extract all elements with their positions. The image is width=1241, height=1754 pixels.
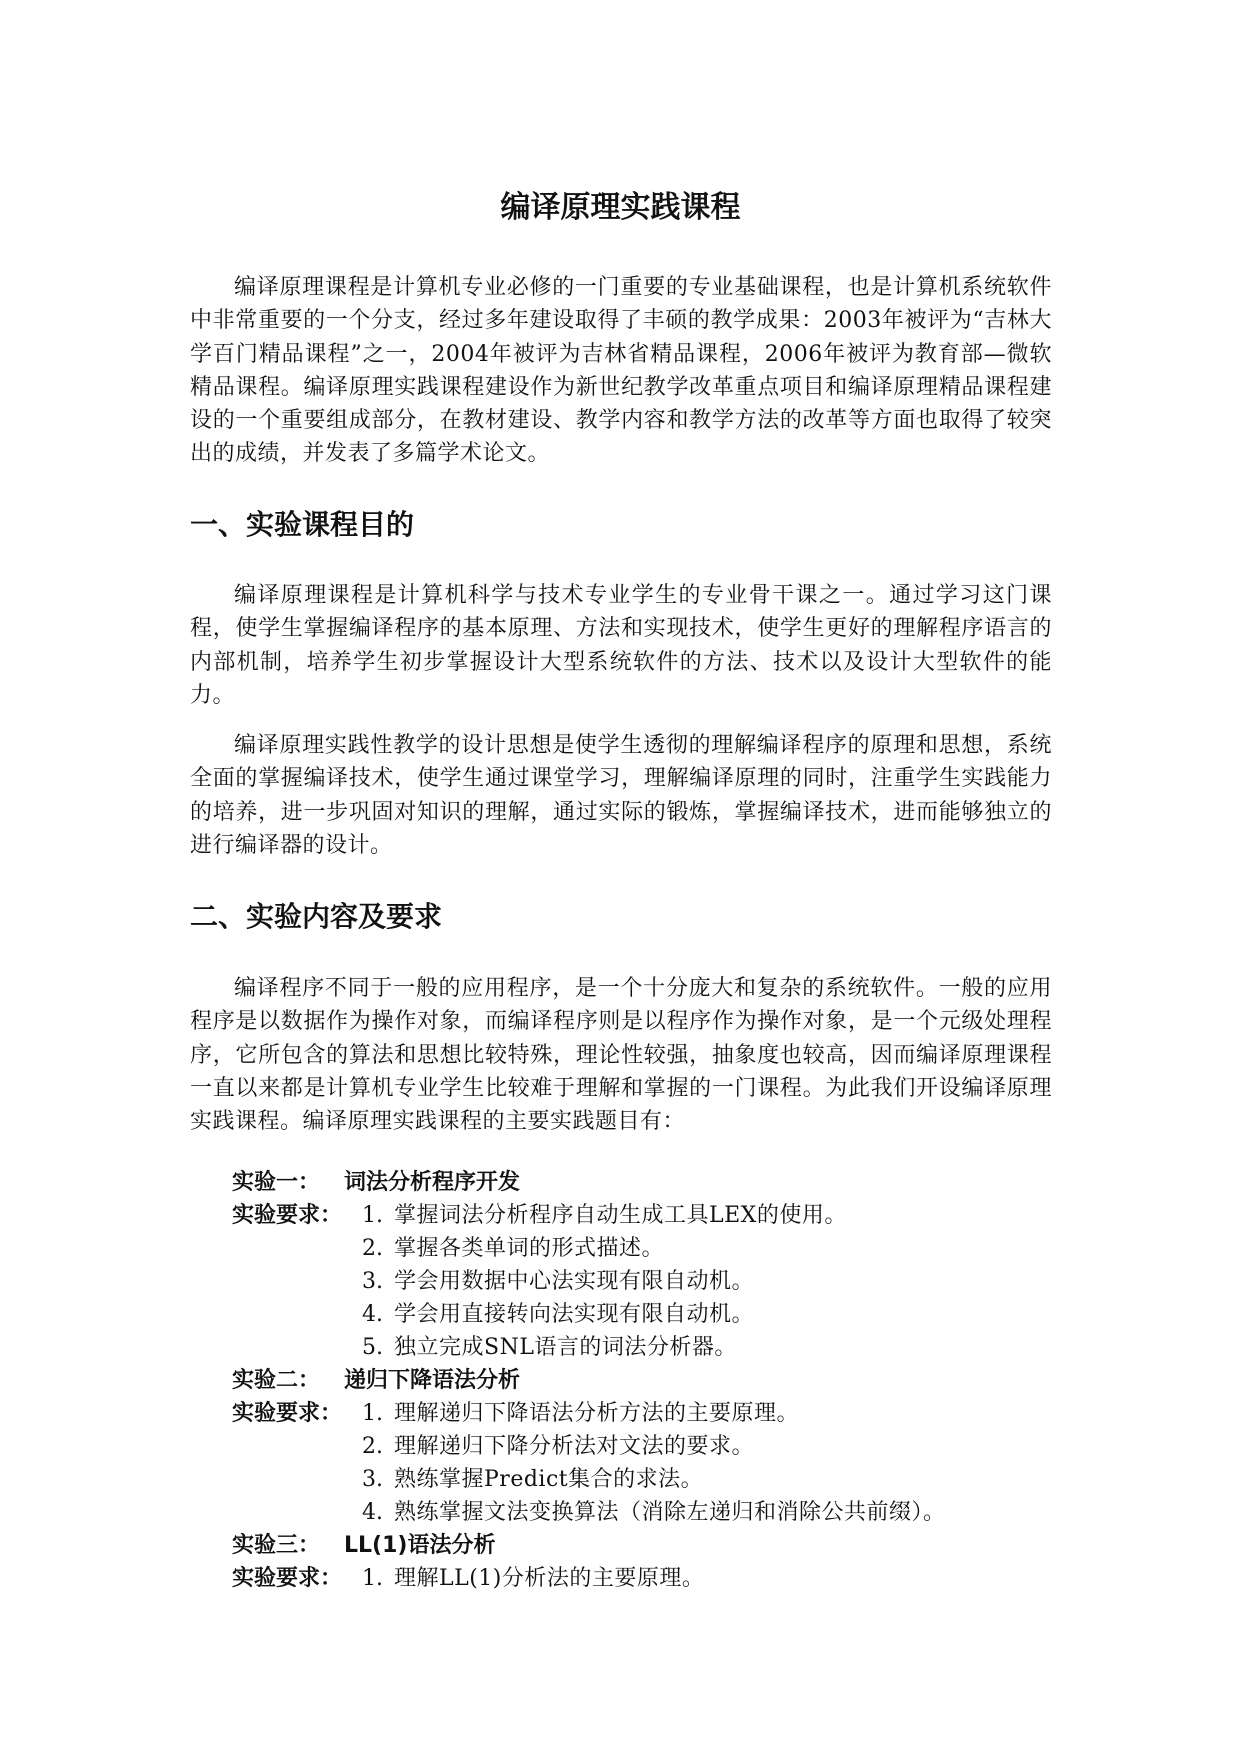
requirement-row	[232, 1430, 1052, 1463]
requirement-number: 4.	[362, 1500, 383, 1525]
requirement-text: 掌握词法分析程序自动生成工具LEX的使用。	[394, 1203, 847, 1228]
requirement-number: 2.	[362, 1434, 383, 1459]
requirement-row	[232, 1397, 1052, 1430]
requirement-number: 1.	[362, 1401, 383, 1426]
page-title: 编译原理实践课程	[500, 190, 741, 225]
requirement-text: 熟练掌握Predict集合的求法。	[394, 1467, 704, 1492]
requirements-label: 实验要求：	[232, 1401, 343, 1426]
requirement-text: 学会用数据中心法实现有限自动机。	[394, 1269, 755, 1294]
requirement-number: 5.	[362, 1335, 383, 1360]
requirement-row	[232, 1331, 1052, 1364]
requirement-text: 理解递归下降语法分析方法的主要原理。	[394, 1401, 800, 1426]
objectives-paragraph-1: 编译原理课程是计算机科学与技术专业学生的专业骨干课之一。通过学习这门课程，使学生掌握编译程序的基本原理、方法和实现技术，使学生更好的理解程序语言的内部机制，培养学生初步掌握设计大型系统软件的方法、技术以及设计大型软件的能力。	[190, 583, 1052, 708]
requirement-text: 学会用直接转向法实现有限自动机。	[394, 1302, 755, 1327]
section-heading-objectives: 一、实验课程目的	[190, 508, 415, 541]
requirement-number: 4.	[362, 1302, 383, 1327]
requirement-text: 熟练掌握文法变换算法（消除左递归和消除公共前缀）。	[394, 1500, 946, 1525]
experiment-list	[232, 1166, 1052, 1595]
requirement-text: 理解LL(1)分析法的主要原理。	[394, 1566, 705, 1591]
experiment-name: LL(1)语法分析	[344, 1533, 496, 1558]
requirement-number: 1.	[362, 1203, 383, 1228]
requirement-row	[232, 1232, 1052, 1265]
section-heading-content: 二、实验内容及要求	[190, 900, 443, 933]
objectives-paragraph-2: 编译原理实践性教学的设计思想是使学生透彻的理解编译程序的原理和思想，系统全面的掌握编译技术，使学生通过课堂学习，理解编译原理的同时，注重学生实践能力的培养，进一步巩固对知识的理解，通过实际的锻炼，掌握编译技术，进而能够独立的进行编译器的设计。	[190, 733, 1052, 858]
requirement-text: 理解递归下降分析法对文法的要求。	[394, 1434, 755, 1459]
requirement-row	[232, 1298, 1052, 1331]
requirements-label: 实验要求：	[232, 1566, 343, 1591]
requirement-number: 1.	[362, 1566, 383, 1591]
experiment-label: 实验二：	[232, 1368, 321, 1393]
requirement-row	[232, 1265, 1052, 1298]
requirement-text: 独立完成SNL语言的词法分析器。	[394, 1335, 737, 1360]
requirements-label: 实验要求：	[232, 1203, 343, 1228]
experiment-name: 词法分析程序开发	[344, 1170, 521, 1195]
requirement-row	[232, 1463, 1052, 1496]
requirement-number: 3.	[362, 1467, 383, 1492]
requirement-row	[232, 1562, 1052, 1595]
experiment-title-row	[232, 1364, 1052, 1397]
experiment-label: 实验一：	[232, 1170, 321, 1195]
requirement-text: 掌握各类单词的形式描述。	[394, 1236, 665, 1261]
experiment-name: 递归下降语法分析	[344, 1368, 521, 1393]
requirement-row	[232, 1199, 1052, 1232]
requirement-number: 3.	[362, 1269, 383, 1294]
experiment-title-row	[232, 1166, 1052, 1199]
content-paragraph-1: 编译程序不同于一般的应用程序，是一个十分庞大和复杂的系统软件。一般的应用程序是以数据作为操作对象，而编译程序则是以程序作为操作对象，是一个元级处理程序，它所包含的算法和思想比较特殊，理论性较强，抽象度也较高，因而编译原理课程一直以来都是计算机专业学生比较难于理解和掌握的一门课程。为此我们开设编译原理实践课程。编译原理实践课程的主要实践题目有：	[190, 976, 1052, 1135]
requirement-row	[232, 1496, 1052, 1529]
intro-paragraph: 编译原理课程是计算机专业必修的一门重要的专业基础课程，也是计算机系统软件中非常重要的一个分支，经过多年建设取得了丰硕的教学成果：2003年被评为“吉林大学百门精品课程”之一，2004年被评为吉林省精品课程，2006年被评为教育部—微软精品课程。编译原理实践课程建设作为新世纪教学改革重点项目和编译原理精品课程建设的一个重要组成部分，在教材建设、教学内容和教学方法的改革等方面也取得了较突出的成绩，并发表了多篇学术论文。	[190, 275, 1052, 467]
experiment-title-row	[232, 1529, 1052, 1562]
requirement-number: 2.	[362, 1236, 383, 1261]
experiment-label: 实验三：	[232, 1533, 321, 1558]
